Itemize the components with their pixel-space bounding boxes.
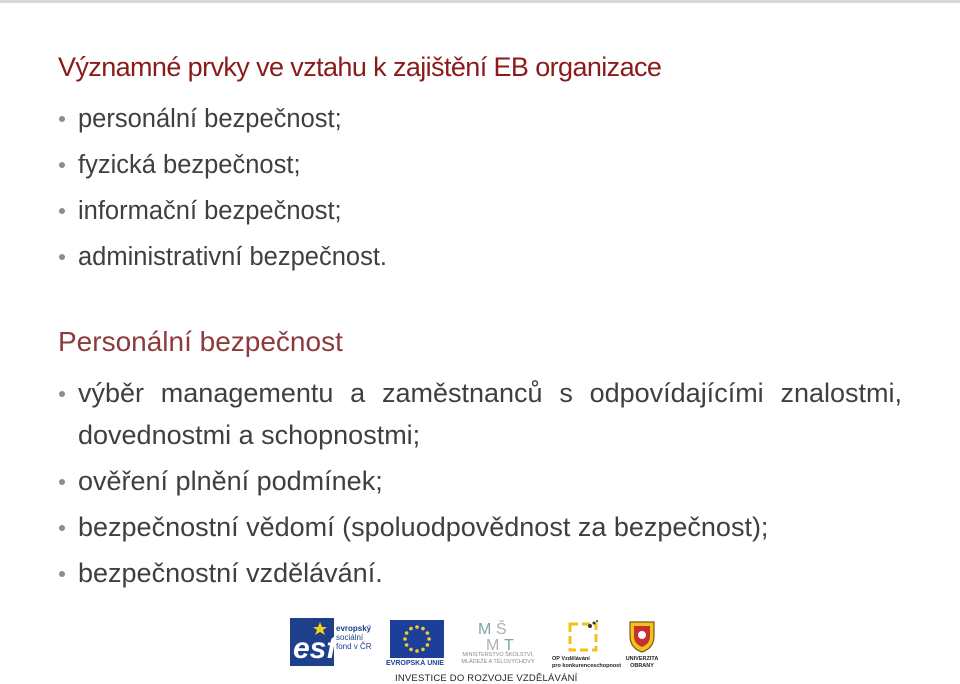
msmt-line: MLÁDEŽE A TĚLOVÝCHOVY (461, 658, 535, 665)
op-logo (564, 618, 604, 654)
list-item-text: administrativní bezpečnost. (78, 243, 387, 271)
list-item-text: informační bezpečnost; (78, 197, 342, 225)
list-item-text: fyzická bezpečnost; (78, 151, 301, 179)
svg-text:T: T (504, 637, 514, 652)
list-item (58, 552, 902, 594)
section-title: Personální bezpečnost (58, 326, 343, 357)
footer-logos (288, 616, 668, 672)
bullet-icon (59, 525, 65, 531)
eu-flag-icon (390, 620, 444, 658)
op-line: OP Vzdělávání (552, 656, 590, 662)
personnel-security-list (58, 372, 902, 598)
investice-caption: INVESTICE DO ROZVOJE VZDĚLÁVÁNÍ (395, 673, 578, 684)
bullet-icon (59, 571, 65, 577)
list-item (58, 506, 902, 548)
bullet-icon (59, 479, 65, 485)
msmt-logo (476, 618, 520, 652)
bullet-icon (59, 162, 65, 168)
bullet-icon (59, 116, 65, 122)
list-item (58, 460, 902, 502)
esf-line: sociální (336, 633, 364, 642)
security-elements-list (58, 96, 387, 280)
uo-line: OBRANY (630, 662, 654, 669)
esf-caption (336, 624, 372, 651)
eu-caption: EVROPSKÁ UNIE (386, 660, 444, 667)
esf-line: evropský (336, 624, 372, 633)
bullet-icon (59, 391, 65, 397)
svg-text:M: M (478, 621, 492, 638)
list-item (58, 372, 902, 456)
list-item (58, 234, 387, 280)
svg-text:esf: esf (293, 632, 337, 665)
list-item-text: ověření plnění podmínek; (78, 466, 383, 496)
list-item (58, 142, 387, 188)
list-item (58, 188, 387, 234)
esf-line: fond v ČR (336, 642, 372, 651)
list-item-text: bezpečnostní vzdělávání. (78, 558, 383, 588)
svg-text:M: M (486, 637, 500, 652)
university-crest-icon (628, 618, 656, 654)
bullet-icon (59, 254, 65, 260)
op-line: pro konkurenceschopnost (552, 662, 622, 669)
list-item-text: výběr managementu a zaměstnanců s odpovídajícími znalostmi, dovednostmi a schopnostmi; (78, 378, 902, 450)
uo-line: UNIVERZITA (625, 656, 659, 662)
svg-text:Š: Š (496, 621, 507, 638)
top-rule (0, 0, 960, 3)
list-item-text: personální bezpečnost; (78, 105, 342, 133)
op-caption (552, 656, 621, 669)
list-item (58, 96, 387, 142)
list-item-text: bezpečnostní vědomí (spoluodpovědnost za bezpečnost); (78, 512, 769, 542)
msmt-caption (448, 652, 548, 665)
msmt-line: MINISTERSTVO ŠKOLSTVÍ, (462, 652, 534, 658)
uo-caption (622, 656, 662, 669)
bullet-icon (59, 208, 65, 214)
slide-title: Významné prvky ve vztahu k zajištění EB organizace (58, 52, 662, 82)
